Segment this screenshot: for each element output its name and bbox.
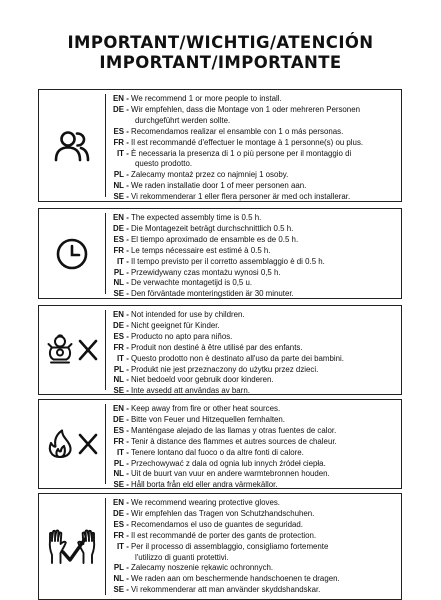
list-item: DE - Bitte von Feuer und Hitzequellen fernhalten.	[113, 414, 285, 424]
list-item: NL - Niet bedoeld voor gebruik door kinderen.	[113, 375, 274, 385]
list-item: DE - Nicht geeignet für Kinder.	[113, 320, 220, 330]
list-item: NL - De verwachte montagetijd is 0,5 u.	[113, 278, 253, 288]
section-assembly-time	[38, 208, 402, 299]
instruction-lines	[111, 310, 397, 397]
list-item: DE - Wir empfehlen, dass die Montage von 1 oder mehreren Personen	[113, 104, 360, 114]
list-item: FR - Le temps nécessaire est estimé à 0.5 h.	[113, 245, 271, 255]
list-item: SE - Vi rekommenderar att man använder skyddshandskar.	[113, 585, 321, 595]
people-icon	[53, 129, 91, 163]
list-item: NL - Uit de buurt van vuur en andere warmtebronnen houden.	[113, 469, 330, 479]
list-item: PL - Zalecamy noszenie rękawic ochronnych.	[113, 563, 274, 573]
list-item: NL - We raden installatie door 1 of meer personen aan.	[113, 181, 307, 191]
gloves-icon	[47, 529, 97, 565]
no-fire-icon	[45, 428, 99, 460]
clock-icon	[55, 237, 89, 271]
list-item: SE - Inte avsedd att användas av barn.	[113, 386, 250, 396]
instruction-lines	[111, 94, 397, 203]
page-subtitle: IMPORTANT/IMPORTANTE	[99, 53, 342, 72]
list-item: PL - Przechowywać z dala od ognia lub innych źródeł ciepła.	[113, 458, 326, 468]
list-item: EN - The expected assembly time is 0.5 h.	[113, 213, 262, 222]
list-item: IT - Per il processo di assemblaggio, consigliamo fortemente	[116, 541, 329, 551]
section-fire	[38, 399, 402, 489]
list-item: SE - Vi rekommenderar 1 eller flera personer är med och installerar.	[113, 192, 351, 202]
list-item: FR - Tenir à distance des flammes et autres sources de chaleur.	[113, 436, 337, 446]
list-item: EN - Keep away from fire or other heat sources.	[113, 404, 281, 413]
list-item: IT - Il tempo previsto per il corretto assemblaggio è di 0.5 h.	[116, 256, 325, 266]
list-item: EN - We recommend 1 or more people to install.	[113, 94, 282, 103]
list-item: ES - Manténgase alejado de las llamas y otras fuentes de calor.	[113, 425, 337, 435]
list-item: DE - Wir empfehlen das Tragen von Schutzhandschuhen.	[113, 508, 315, 518]
instruction-lines	[111, 498, 397, 596]
section-children	[38, 305, 402, 395]
list-item: questo prodotto.	[135, 159, 193, 169]
list-item: durchgeführt werden sollte.	[135, 115, 231, 125]
list-item: FR - Il est recommandé d'effectuer le montage à 1 personne(s) ou plus.	[113, 137, 364, 147]
section-people	[38, 89, 402, 202]
list-item: PL - Produkt nie jest przeznaczony do użytku przez dzieci.	[113, 364, 319, 374]
list-item: FR - Produit non destiné à être utilisé par des enfants.	[113, 342, 303, 352]
list-item: ES - El tiempo aproximado de ensamble es de 0.5 h.	[113, 234, 299, 244]
list-item: ES - Recomendamos realizar el ensamble con 1 o más personas.	[113, 126, 344, 136]
list-item: IT - Tenere lontano dal fuoco o da altre fonti di calore.	[116, 447, 304, 457]
list-item: IT - È necessaria la presenza di 1 o più persone per il montaggio di	[116, 148, 352, 158]
instruction-lines	[111, 213, 397, 300]
instruction-lines	[111, 404, 397, 491]
list-item: SE - Håll borta från eld eller andra värmekällor.	[113, 480, 278, 490]
no-children-icon	[45, 334, 99, 366]
list-item: ES - Producto no apto para niños.	[113, 331, 233, 341]
list-item: EN - Not intended for use by children.	[113, 310, 245, 319]
list-item: FR - Il est recommandé de porter des gants de protection.	[113, 530, 317, 540]
list-item: l'utilizzo di guanti protettivi.	[135, 552, 229, 562]
list-item: PL - Przewidywany czas montażu wynosi 0,5 h.	[113, 267, 281, 277]
list-item: EN - We recommend wearing protective gloves.	[113, 498, 280, 507]
page-title: IMPORTANT/WICHTIG/ATENCIÓN	[67, 33, 374, 52]
list-item: ES - Recomendamos el uso de guantes de seguridad.	[113, 519, 303, 529]
list-item: IT - Questo prodotto non è destinato all'uso da parte dei bambini.	[116, 353, 344, 363]
list-item: NL - We raden aan om beschermende handschoenen te dragen.	[113, 574, 340, 584]
section-gloves	[38, 493, 402, 600]
list-item: PL - Zalecamy montaż przez co najmniej 1 osoby.	[113, 170, 289, 180]
list-item: DE - Die Montagezeit beträgt durchschnittlich 0.5 h.	[113, 223, 294, 233]
list-item: SE - Den förväntade monteringstiden är 30 minuter.	[113, 289, 294, 299]
